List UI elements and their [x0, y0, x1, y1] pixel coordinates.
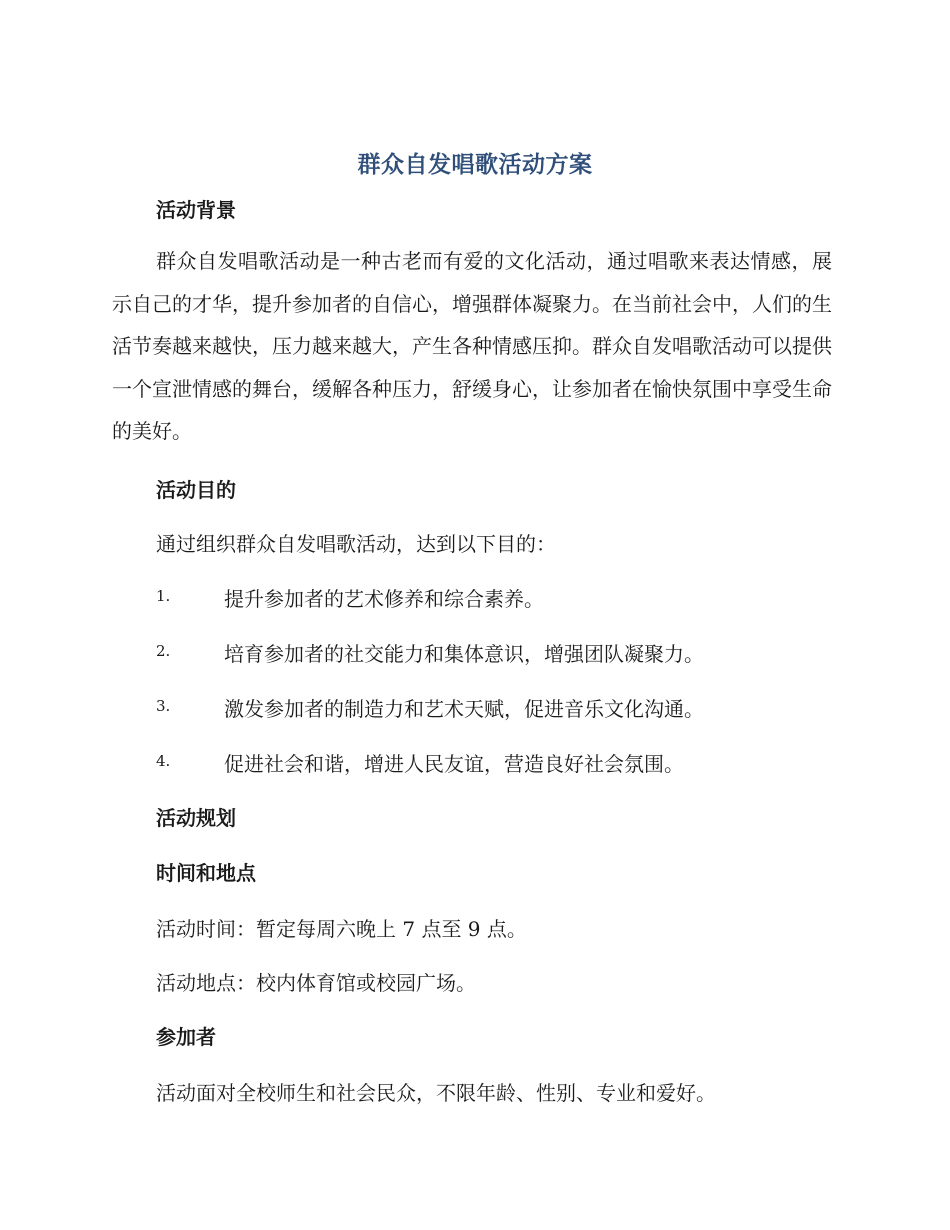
- section-heading-planning: 活动规划: [156, 806, 236, 830]
- list-item-text: 促进社会和谐，增进人民友谊，营造良好社会氛围。: [224, 752, 684, 776]
- subheading-participants: 参加者: [156, 1025, 216, 1049]
- list-item-number: 4.: [156, 752, 171, 770]
- page-title: 群众自发唱歌活动方案: [357, 152, 593, 178]
- list-item-text: 激发参加者的制造力和艺术天赋，促进音乐文化沟通。: [224, 697, 704, 721]
- list-item-text: 提升参加者的艺术修养和综合素养。: [224, 587, 544, 611]
- activity-place: 活动地点：校内体育馆或校园广场。: [156, 971, 476, 995]
- section-heading-background: 活动背景: [156, 198, 236, 222]
- list-item-text: 培育参加者的社交能力和集体意识，增强团队凝聚力。: [224, 642, 704, 666]
- purpose-intro: 通过组织群众自发唱歌活动，达到以下目的：: [156, 532, 556, 556]
- activity-time: 活动时间：暂定每周六晚上 7 点至 9 点。: [156, 917, 527, 941]
- section-heading-purpose: 活动目的: [156, 478, 236, 502]
- list-item-number: 3.: [156, 697, 171, 715]
- background-paragraph: 群众自发唱歌活动是一种古老而有爱的文化活动，通过唱歌来表达情感，展示自己的才华，提升参加者的自信心，增强群体凝聚力。在当前社会中，人们的生活节奏越来越快，压力越来越大，产生各种情感压抑。群众自发唱歌活动可以提供一个宣泄情感的舞台，缓解各种压力，舒缓身心，让参加者在愉快氛围中享受生命的美好。: [112, 249, 832, 443]
- list-item-number: 2.: [156, 642, 171, 660]
- subheading-time-place: 时间和地点: [156, 861, 256, 885]
- participants-text: 活动面对全校师生和社会民众，不限年龄、性别、专业和爱好。: [156, 1081, 716, 1105]
- list-item-number: 1.: [156, 587, 171, 605]
